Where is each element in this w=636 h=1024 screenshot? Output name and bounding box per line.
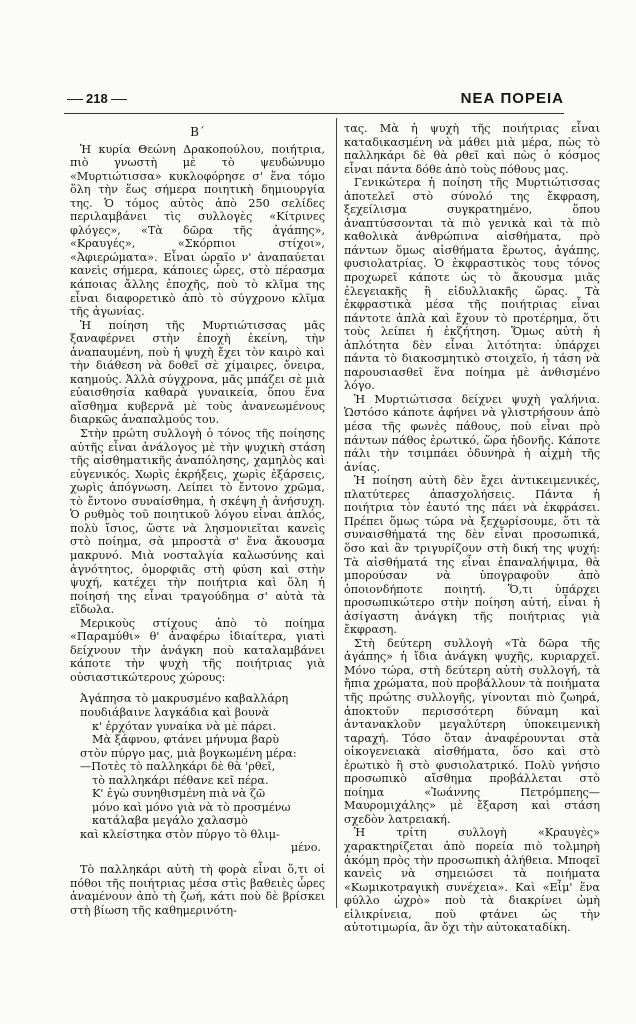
paragraph: Ἡ Μυρτιώτισσα δείχνει ψυχὴ γαλήνια. Ὡστόσο κάποτε ἀφήνει νὰ γλιστρήσουν ἀπὸ μέσα τῆς φωνὲς πάθους, ποὺ εἶναι πρὸ πάντων πάθος ἐρωτικό, ὥρα ἡδονῆς. Κάποτε πάλι τὴν τσιμπάει ὀδυνηρὰ ἡ αἰχμὴ τῆς ἀνίας. [344,392,600,474]
poem-line: —Ποτὲς τὸ παλληκάρι δὲ θὰ 'ρθεῖ, [80,760,276,774]
poem-line: Κ' ἐγὼ συνηθισμένη πιὰ νὰ ζῶ [92,787,266,801]
paragraph: Ἡ ποίηση τῆς Μυρτιώτισσας μᾶς ξαναφέρνει στὴν ἐποχὴ ἐκείνη, τὴν ἀναπαυμένη, ποὺ ἡ ψυχὴ ἔχει τὸν καιρὸ καὶ τὴν διάθεση νὰ δοθεῖ σὲ χίμαιρες, ὄνειρα, καημούς. Ἀλλὰ σύγχρονα, μᾶς μπάζει σὲ μιὰ εὐαισθησία καθαρὰ γυναικεία, ὅπου ἕνα αἴσθημα κυβερνᾶ μὲ τοὺς ἀνανεωμένους διαρκῶς ἀναπαλμούς του. [70,318,325,427]
poem-line: κ' ἐρχόταν γυναίκα νὰ μὲ πάρει. [92,719,277,733]
poem-line: κατάλαβα μεγάλο χαλασμὸ [92,814,248,828]
journal-title: ΝΕΑ ΠΟΡΕΙΑ [460,89,564,107]
paragraph: Γενικώτερα ἡ ποίηση τῆς Μυρτιώτισσας ἀποτελεῖ στὸ σύνολό της ἔκφραση, ξεχείλισμα συγκρατημένο, ὅπου ἀναπτύσσονται τὰ πιὸ γενικὰ καὶ τὰ πιὸ καθολικὰ ἀνθρώπινα αἰσθήματα, πρὸ πάντων ὅμως αἰσθήματα ἔρωτος, ἀγάπης, φυσιολατρίας. Ὁ ἐκφραστικὸς τους τόνος προχωρεῖ κάποτε ὡς τὸ ἄκουσμα μιᾶς ἐλεγειακῆς ἢ εἰδυλλιακῆς ὥρας. Τὰ ἐκφραστικὰ μέσα τῆς ποιήτριας εἶναι πάντοτε ἁπλὰ καὶ ἔχουν τὸ προτέρημα, ὅτι τοὺς λείπει ἡ ἐκζήτηση. Ὅμως αὐτὴ ἡ ἁπλότητα δὲν εἶναι λιτότητα: ὑπάρχει πάντα τὸ διακοσμητικὸ στοιχεῖο, ἡ τάση νὰ παρουσιασθεῖ ἕνα ποίημα μὲ ἀνθισμένο λόγο. [344,176,600,393]
poem-line: πουδιάβαινε λαγκάδια καὶ βουνὰ [80,705,270,719]
paragraph: Μερικοὺς στίχους ἀπὸ τὸ ποίημα «Παραμύθι» θ' ἀναφέρω ἰδιαίτερα, γιατὶ δείχνουν τὴν ἀνάγκη ποὺ καταλαμβάνει κάποτε τὴν ψυχὴ τῆς ποιήτριας γιὰ οὐσιαστικώτερους χώρους: [70,616,325,684]
paragraph: Ἡ ποίηση αὐτὴ δὲν ἔχει ἀντικειμενικές, πλατύτερες ἀπασχολήσεις. Πάντα ἡ ποιήτρια τὸν ἑαυτό της πάει νὰ ἐκφράσει. Πρέπει ὅμως τώρα νὰ ξεχωρίσουμε, ὅτι τὰ συναισθήματά της δὲν εἶναι προσωπικά, ὅσο καὶ ἂν τριγυρίζουν στὴ δική της ψυχή: Τὰ αἰσθήματά της εἶναι ἐπαναλήψιμα, θὰ μπορούσαν νὰ ὑπογραφοῦν ἀπὸ ὁποιονδήποτε ποιητή. Ὅ,τι ὑπάρχει προσωπικώτερο στὴν ποίηση αὐτή, εἶναι ἡ ἀσίγαστη ἀνάγκη τῆς ποιήτριας γιὰ ἔκφραση. [344,474,600,637]
page-number: 218 [64,91,130,106]
right-column [344,122,600,935]
section-mark: Β΄ [190,125,205,139]
paragraph: Τὸ παλληκάρι αὐτὴ τὴ φορὰ εἶναι ὅ,τι οἱ πόθοι τῆς ποιήτριας μέσα στὶς βαθειὲς ὧρες ἀναμένουν ἀπὸ τὴ ζωή, κάτι ποὺ δὲ βρίσκει στὴ βίωση τῆς καθημερινότη- [70,862,325,917]
poem-line: τὸ παλληκάρι πέθανε κεῖ πέρα. [92,773,269,787]
paragraph: Στὴν πρώτη συλλογὴ ὁ τόνος τῆς ποίησης αὐτῆς εἶναι ἀνάλογος μὲ τὴν ψυχικὴ στάση τῆς αἰσθηματικῆς ἀναπόλησης, χαμηλὸς καὶ εὐγενικός. Χωρὶς ἐκρήξεις, χωρὶς ἐξάρσεις, χωρὶς ἀπόγνωση. Λείπει τὸ ἔντονο χρῶμα, τὸ ἔντονο συναίσθημα, ἡ σκέψη ἡ ἀνήσυχη. Ὁ ρυθμὸς τοῦ ποιητικοῦ λόγου εἶναι ἁπλός, πολὺ ἴσιος, ὥστε νὰ λησμονιεῖται κανεὶς στὸ ποίημα, σὰ μπροστὰ σ' ἕνα ἄκουσμα μακρυνό. Μιὰ νοσταλγία καλωσύνης καὶ ἀγνότητος, ὁμορφιᾶς στὴ φύση καὶ στὴν ψυχή, κατέχει τὴν ποιήτρια καὶ ὅλη ἡ ποίησή της εἶναι τραγούδημα σ' αὐτὰ τὰ εἴδωλα. [70,427,325,617]
left-column [70,122,325,917]
column-divider [336,118,337,908]
page-header [64,86,564,110]
paragraph: τας. Μὰ ἡ ψυχὴ τῆς ποιήτριας εἶναι καταδικασμένη νὰ μάθει μιὰ μέρα, πὼς τὸ παλληκάρι δὲ θὰ ρθεῖ καὶ πὼς ὁ κόσμος εἶναι πάντα δόθε ἀπὸ τοὺς πόθους μας. [344,122,600,176]
paragraph: Ἡ τρίτη συλλογὴ «Κραυγὲς» χαρακτηρίζεται ἀπὸ πορεία πιὸ τολμηρὴ ἀκόμη πρὸς τὴν προσωπικὴ ἀλήθεια. Μποqεῖ κανεὶς νὰ σημειώσει τὰ ποιήματα «Κωμικοτραγικὴ συνέχεια». Καὶ «Εἶμ' ἕνα φύλλο ὠχρὸ» ποὺ τὰ διακρίνει ὠμὴ εἰλικρίνεια, ποὺ φτάνει ὡς τὴν αὐτοτιμωρία, ἂν ὄχι τὴν αὐτοκαταδίκη. [344,826,600,935]
poem-line: στὸν πύργο μας, μιὰ βογκωμένη μέρα: [80,746,297,760]
paragraph: Ἡ κυρία Θεώνη Δρακοπούλου, ποιήτρια, πιὸ γνωστὴ μὲ τὸ ψευδώνυμο «Μυρτιώτισσα» κυκλοφόρησε σ' ἕνα τόμο ὅλη τὴν ἕως σήμερα ποιητικὴ δημιουργία της. Ὁ τόμος αὐτὸς ἀπὸ 250 σελίδες περιλαμβάνει τὶς συλλογὲς «Κίτρινες φλόγες», «Τὰ δῶρα τῆς ἀγάπης», «Κραυγές», «Σκόρπιοι στίχοι», «Ἀφιερώματα». Εἶναι ὡραῖο ν' ἀναπαύεται κανεὶς σήμερα, κάποιες ὧρες, στὸ πέρασμα κάποιας ἄλλης ἐποχῆς, ποὺ τὸ κλῖμα της εἶναι διαφορετικὸ ἀπὸ τὸ σύγχρονο κλῖμα τῆς ἀγωνίας. [70,142,325,319]
poem-line: καὶ κλείστηκα στὸν πύργο τὸ θλιμ- [80,827,280,841]
poem-line: Ἀγάπησα τὸ μακρυσμένο καβαλλάρη [80,692,289,706]
poem-line: Μὰ ξάφνου, φτάνει μήνυμα βαρὺ [92,733,280,747]
paragraph: Στὴ δεύτερη συλλογὴ «Τὰ δῶρα τῆς ἀγάπης» ἡ ἴδια ἀνάγκη ψυχῆς, κυριαρχεῖ. Μόνο τώρα, στὴ δεύτερη αὐτὴ συλλογή, τὰ ἤπια χρώματα, ποὺ προβάλλουν τὰ ποιήματα τῆς πρώτης συλλογῆς, γίνονται πιὸ ζωηρά, ἀποκτοῦν περισσότερη δύναμη καὶ ἀντανακλοῦν μεγαλύτερη ὑποκειμενικὴ ταραχή. Τόσο ὅταν ἀναφέρουνται στὰ οἰκογενειακὰ αἰσθήματα, ὅσο καὶ στὸ ἐρωτικὸ ἢ στὸ φυσιολατρικό. Πολὺ γνήσιο προσωπικὸ αἴσθημα προβάλλεται στὸ ποίημα «Ἰωάννης Πετρόμπεης—Μαυρομιχάλης» μὲ ἔξαρση καὶ στάση σχεδὸν λατρειακή. [344,636,600,826]
poem-excerpt [80,692,325,855]
header-rule [64,113,564,114]
poem-line: μένο. [290,841,321,855]
poem-line: μόνο καὶ μόνο γιὰ νὰ τὸ προσμένω [92,800,291,814]
